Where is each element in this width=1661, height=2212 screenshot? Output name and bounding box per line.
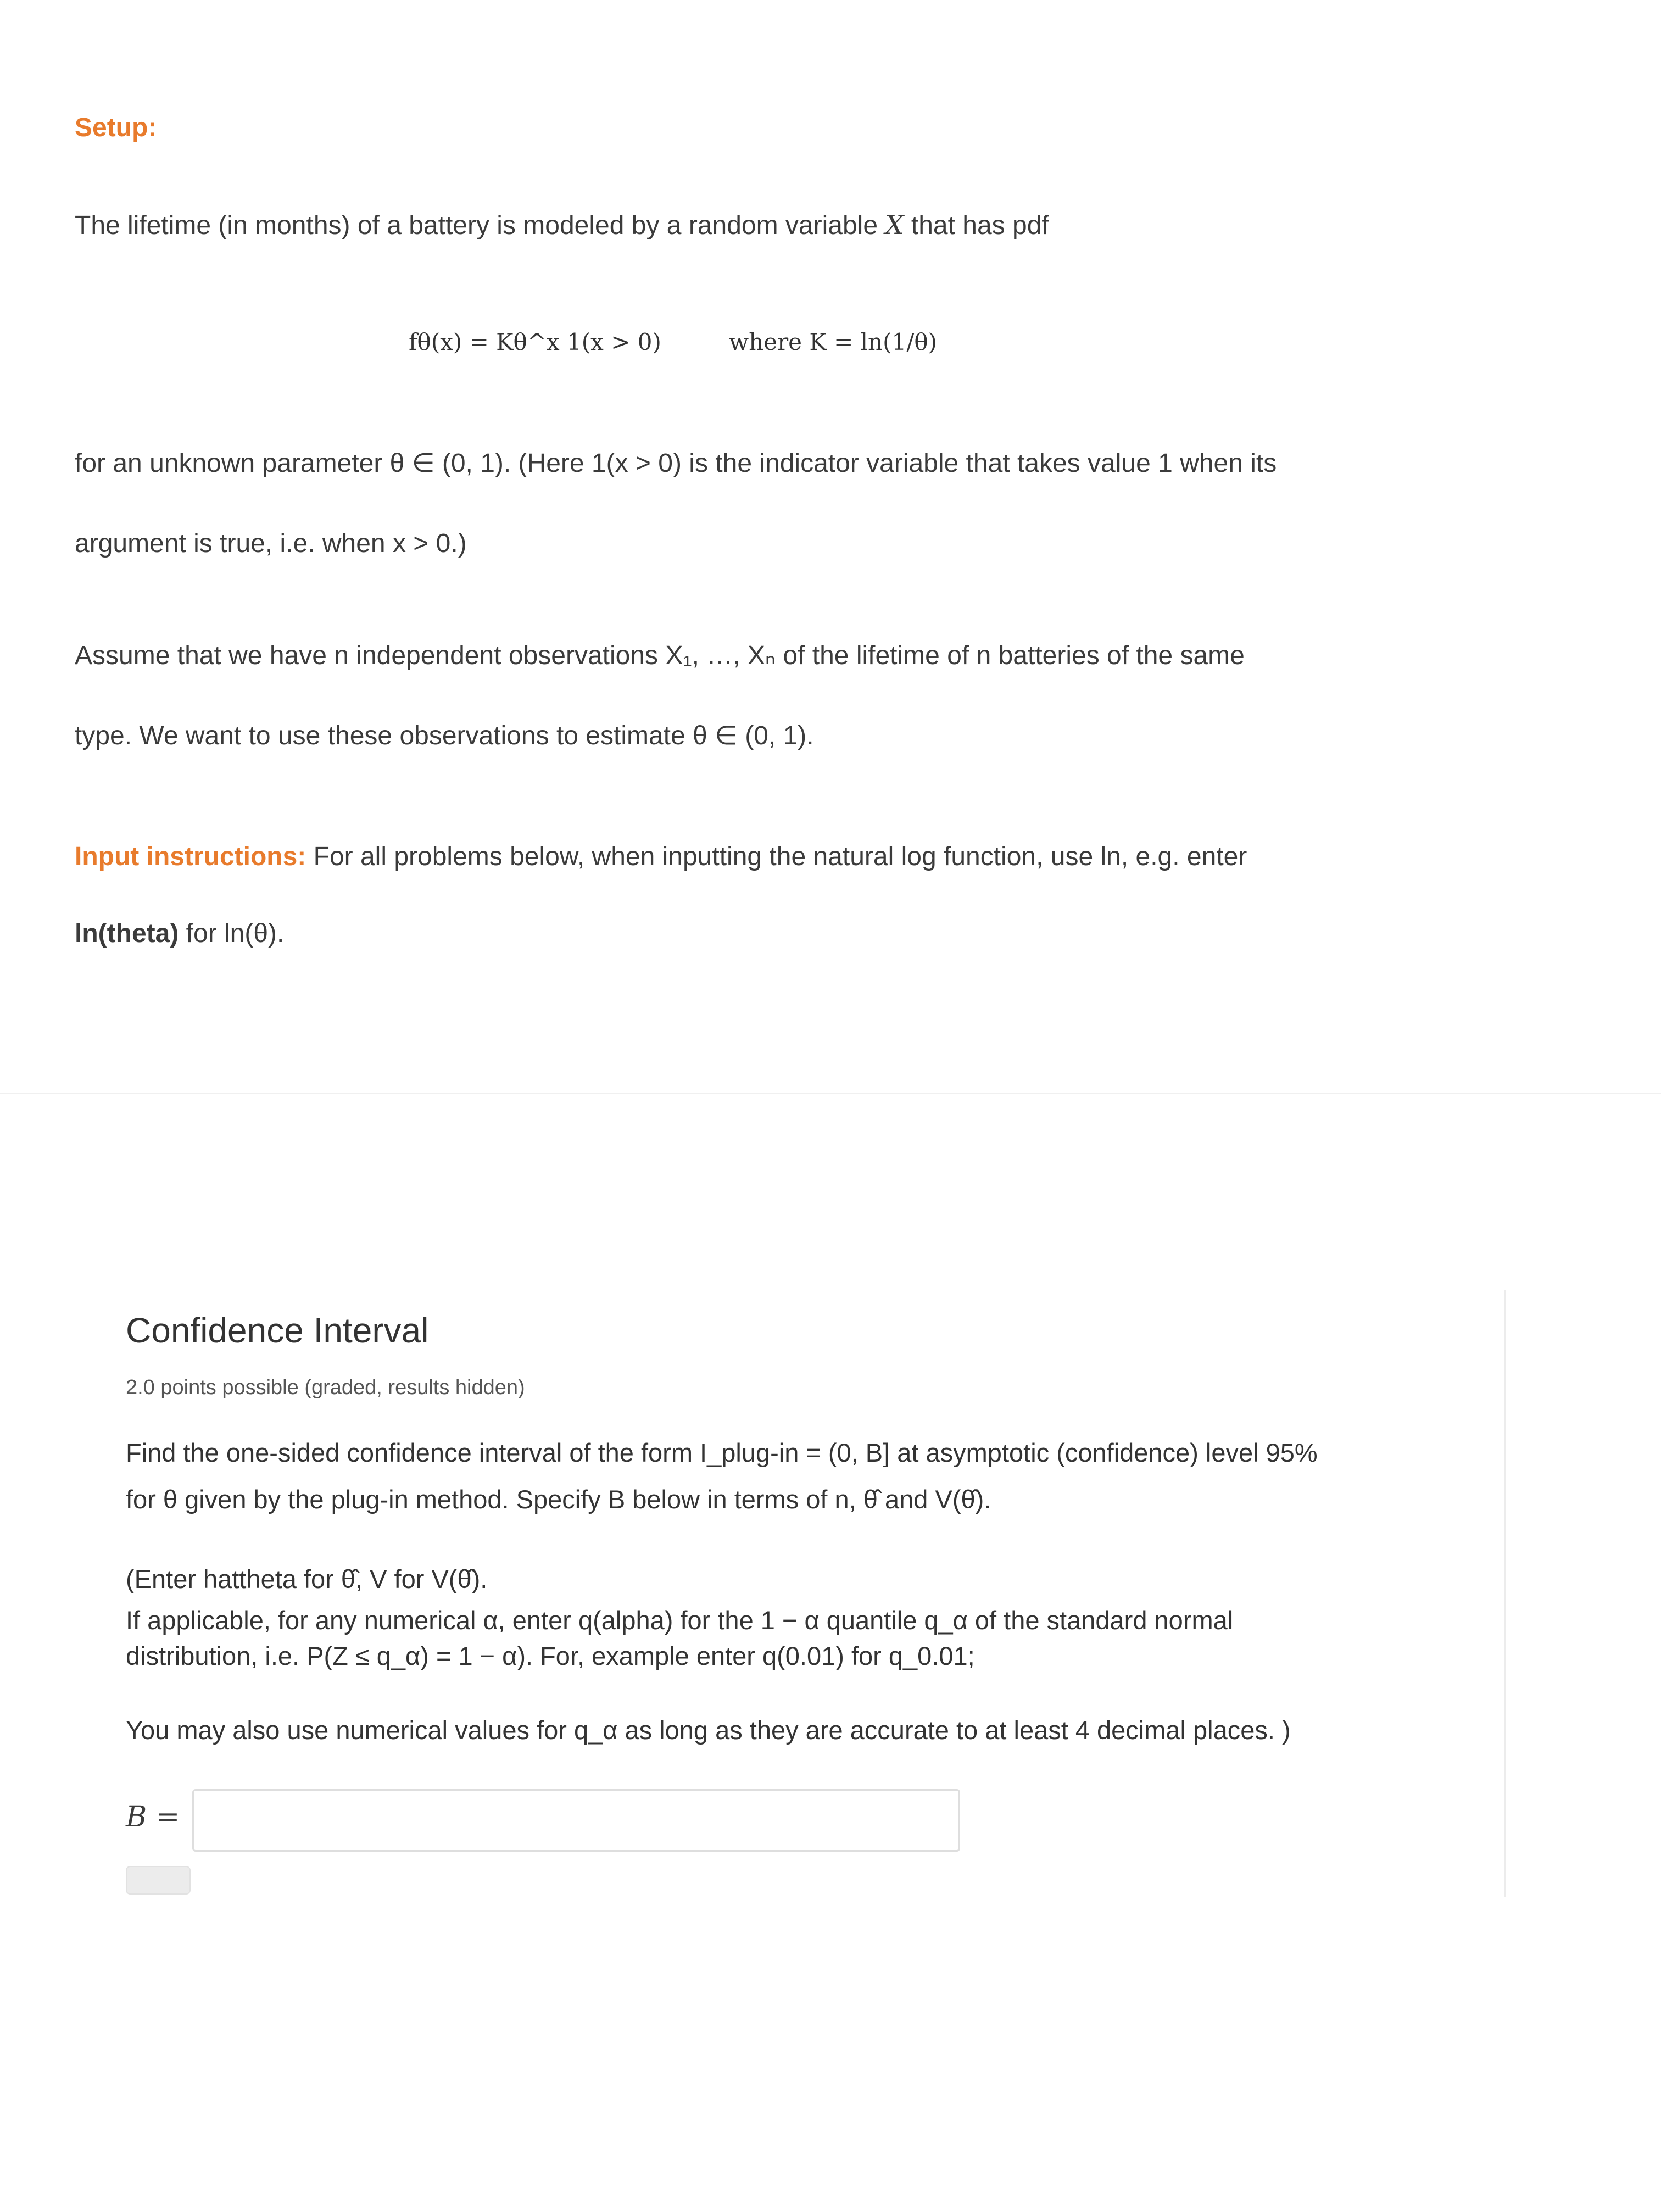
entry-instructions-line-2: If applicable, for any numerical α, enter q(alpha) for the 1 − α quantile q_α of the standard normal xyxy=(126,1606,1234,1635)
problem-right-border xyxy=(1504,1290,1506,1897)
input-example: ln(theta) for ln(θ). xyxy=(75,919,285,948)
setup-paragraph-3-line-2: type. We want to use these observations to estimate θ ∈ (0, 1). xyxy=(75,721,814,750)
entry-instructions-line-4: You may also use numerical values for q_α as long as they are accurate to at least 4 decimal places. ) xyxy=(126,1715,1291,1745)
input-example-code: ln(theta) xyxy=(75,919,179,948)
input-instructions: Input instructions: For all problems below, when inputting the natural log function, use ln, e.g. enter xyxy=(75,842,1247,871)
submit-button[interactable] xyxy=(126,1866,191,1895)
points-possible: 2.0 points possible (graded, results hidden) xyxy=(126,1376,525,1399)
answer-input-b[interactable] xyxy=(192,1789,960,1852)
entry-instructions-line-3: distribution, i.e. P(Z ≤ q_α) = 1 − α). For, example enter q(0.01) for q_0.01; xyxy=(126,1641,975,1670)
pdf-formula-left: fθ(x) = Kθ^x 1(x > 0) xyxy=(409,328,661,355)
question-line-2: for θ given by the plug-in method. Specify B below in terms of n, θ̂ and V(θ̂). xyxy=(126,1485,991,1514)
entry-instructions-line-1: (Enter hattheta for θ̂, V for V(θ̂). xyxy=(126,1564,488,1593)
pdf-formula xyxy=(409,328,937,355)
setup-paragraph-2-line-2: argument is true, i.e. when x > 0.) xyxy=(75,529,467,558)
section-divider xyxy=(0,1093,1661,1094)
question-line-1: Find the one-sided confidence interval of the form I_plug-in = (0, B] at asymptotic (confidence) level 95% xyxy=(126,1438,1318,1467)
problem-title: Confidence Interval xyxy=(126,1311,429,1350)
input-instructions-label: Input instructions: xyxy=(75,842,306,871)
setup-paragraph-3-line-1: Assume that we have n independent observations X₁, …, Xₙ of the lifetime of n batteries of the same xyxy=(75,641,1245,670)
setup-paragraph-1: The lifetime (in months) of a battery is modeled by a random variable X that has pdf xyxy=(75,210,1049,241)
setup-heading: Setup: xyxy=(75,113,157,142)
setup-paragraph-2-line-1: for an unknown parameter θ ∈ (0, 1). (Here 1(x > 0) is the indicator variable that takes value 1 when its xyxy=(75,449,1277,478)
pdf-formula-right: where K = ln(1/θ) xyxy=(729,328,938,355)
answer-label: B = xyxy=(126,1801,180,1834)
